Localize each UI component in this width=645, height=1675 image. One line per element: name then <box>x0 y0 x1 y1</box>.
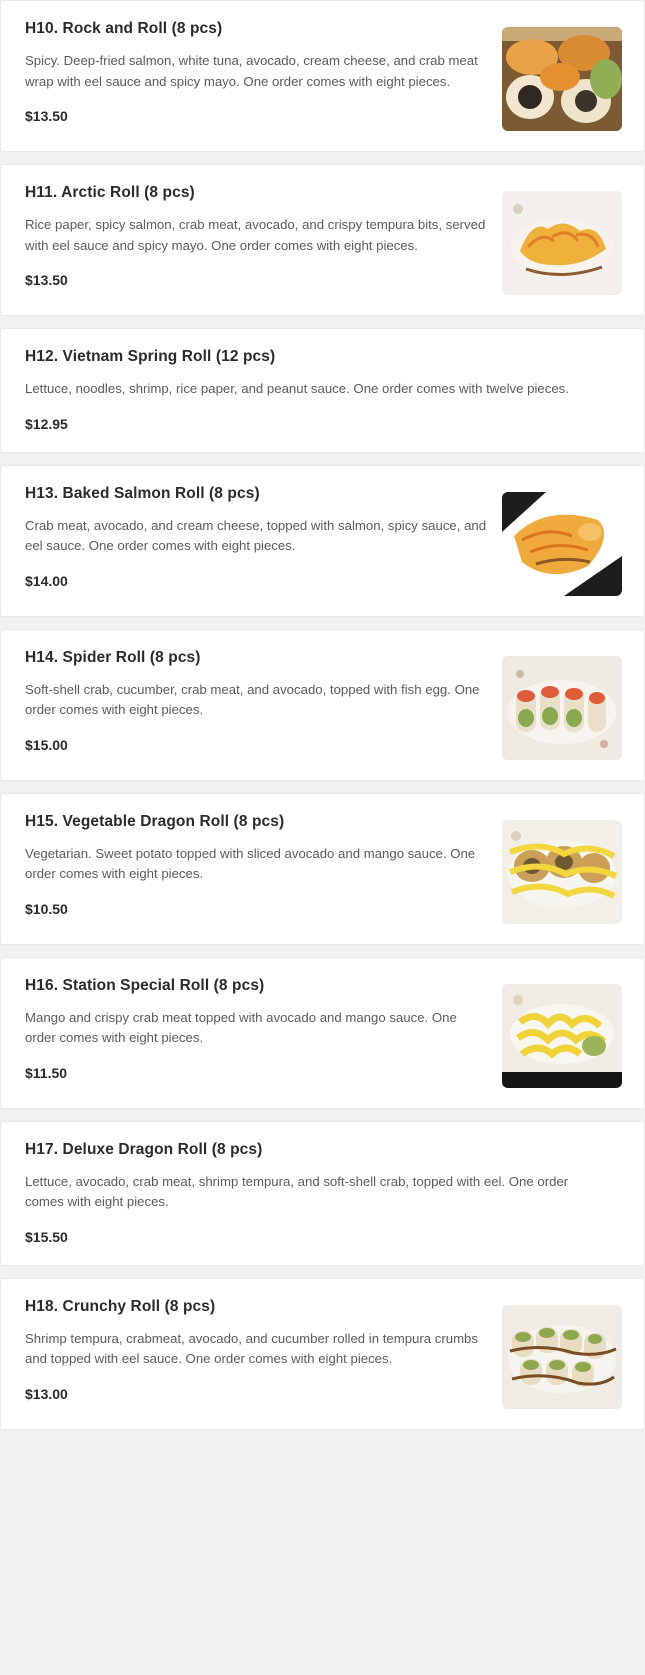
baked-salmon-roll-photo[interactable] <box>502 492 622 596</box>
vegetable-dragon-roll-photo[interactable] <box>502 820 622 924</box>
menu-item-price: $10.50 <box>25 900 68 917</box>
menu-item-description: Crab meat, avocado, and cream cheese, topped with salmon, spicy sauce, and eel sauce. One order comes with eight pieces. <box>25 517 487 554</box>
crunchy-roll-photo[interactable] <box>502 1305 622 1409</box>
menu-item-text <box>25 976 502 1081</box>
station-special-roll-photo[interactable] <box>502 984 622 1088</box>
menu-item-price: $15.50 <box>25 1228 68 1245</box>
menu-item-title: H15. Vegetable Dragon Roll (8 pcs) <box>25 812 285 830</box>
menu-item-title: H18. Crunchy Roll (8 pcs) <box>25 1297 216 1315</box>
menu-item-description: Mango and crispy crab meat topped with avocado and mango sauce. One order comes with eight pieces. <box>25 1009 457 1046</box>
menu-item-title: H16. Station Special Roll (8 pcs) <box>25 976 265 994</box>
menu-item-price: $14.00 <box>25 572 68 589</box>
menu-item[interactable] <box>0 793 645 945</box>
menu-item-text <box>25 347 622 432</box>
menu-item[interactable] <box>0 465 645 617</box>
menu-item-text <box>25 1297 502 1402</box>
menu-item-title: H14. Spider Roll (8 pcs) <box>25 648 201 666</box>
menu-item-text <box>25 19 502 124</box>
menu-item-text <box>25 648 502 753</box>
spider-roll-photo[interactable] <box>502 656 622 760</box>
menu-item-text <box>25 1140 622 1245</box>
menu-item-text <box>25 183 502 288</box>
menu-item-title: H17. Deluxe Dragon Roll (8 pcs) <box>25 1140 263 1158</box>
menu-item[interactable] <box>0 957 645 1109</box>
menu-item-description: Shrimp tempura, crabmeat, avocado, and cucumber rolled in tempura crumbs and topped with eel sauce. One order comes with eight pieces. <box>25 1330 478 1367</box>
menu-item[interactable] <box>0 0 645 152</box>
menu-item-price: $13.50 <box>25 108 68 125</box>
menu-item-price: $15.00 <box>25 736 68 753</box>
menu-item-description: Lettuce, avocado, crab meat, shrimp tempura, and soft-shell crab, topped with eel. One order comes with eight pieces. <box>25 1173 569 1210</box>
menu-item-description: Soft-shell crab, cucumber, crab meat, and avocado, topped with fish egg. One order comes with eight pieces. <box>25 681 480 718</box>
menu-item-description: Rice paper, spicy salmon, crab meat, avocado, and crispy tempura bits, served with eel sauce and spicy mayo. One order comes with eight pieces. <box>25 217 486 253</box>
menu-item-text <box>25 812 502 917</box>
menu-item-description: Lettuce, noodles, shrimp, rice paper, and peanut sauce. One order comes with twelve pieces. <box>25 381 569 397</box>
menu-item-title: H12. Vietnam Spring Roll (12 pcs) <box>25 348 276 365</box>
menu-item[interactable] <box>0 164 645 316</box>
menu-item[interactable] <box>0 629 645 781</box>
menu-item-price: $13.50 <box>25 272 68 289</box>
menu-item-title: H11. Arctic Roll (8 pcs) <box>25 184 195 201</box>
menu-item-text <box>25 484 502 589</box>
menu-item-title: H13. Baked Salmon Roll (8 pcs) <box>25 484 260 502</box>
menu-item-title: H10. Rock and Roll (8 pcs) <box>25 20 223 37</box>
menu-item[interactable] <box>0 328 645 453</box>
menu-item-description: Vegetarian. Sweet potato topped with sliced avocado and mango sauce. One order comes with eight pieces. <box>25 845 476 882</box>
menu-item-description: Spicy. Deep-fried salmon, white tuna, avocado, cream cheese, and crab meat wrap with eel sauce and spicy mayo. One order comes with eight pieces. <box>25 53 478 89</box>
menu-item[interactable] <box>0 1121 645 1266</box>
menu-item-price: $12.95 <box>25 415 68 432</box>
menu-item[interactable] <box>0 1278 645 1430</box>
menu-item-price: $13.00 <box>25 1385 68 1402</box>
arctic-roll-photo[interactable] <box>502 191 622 295</box>
rock-and-roll-photo[interactable] <box>502 27 622 131</box>
menu-item-price: $11.50 <box>25 1064 68 1081</box>
